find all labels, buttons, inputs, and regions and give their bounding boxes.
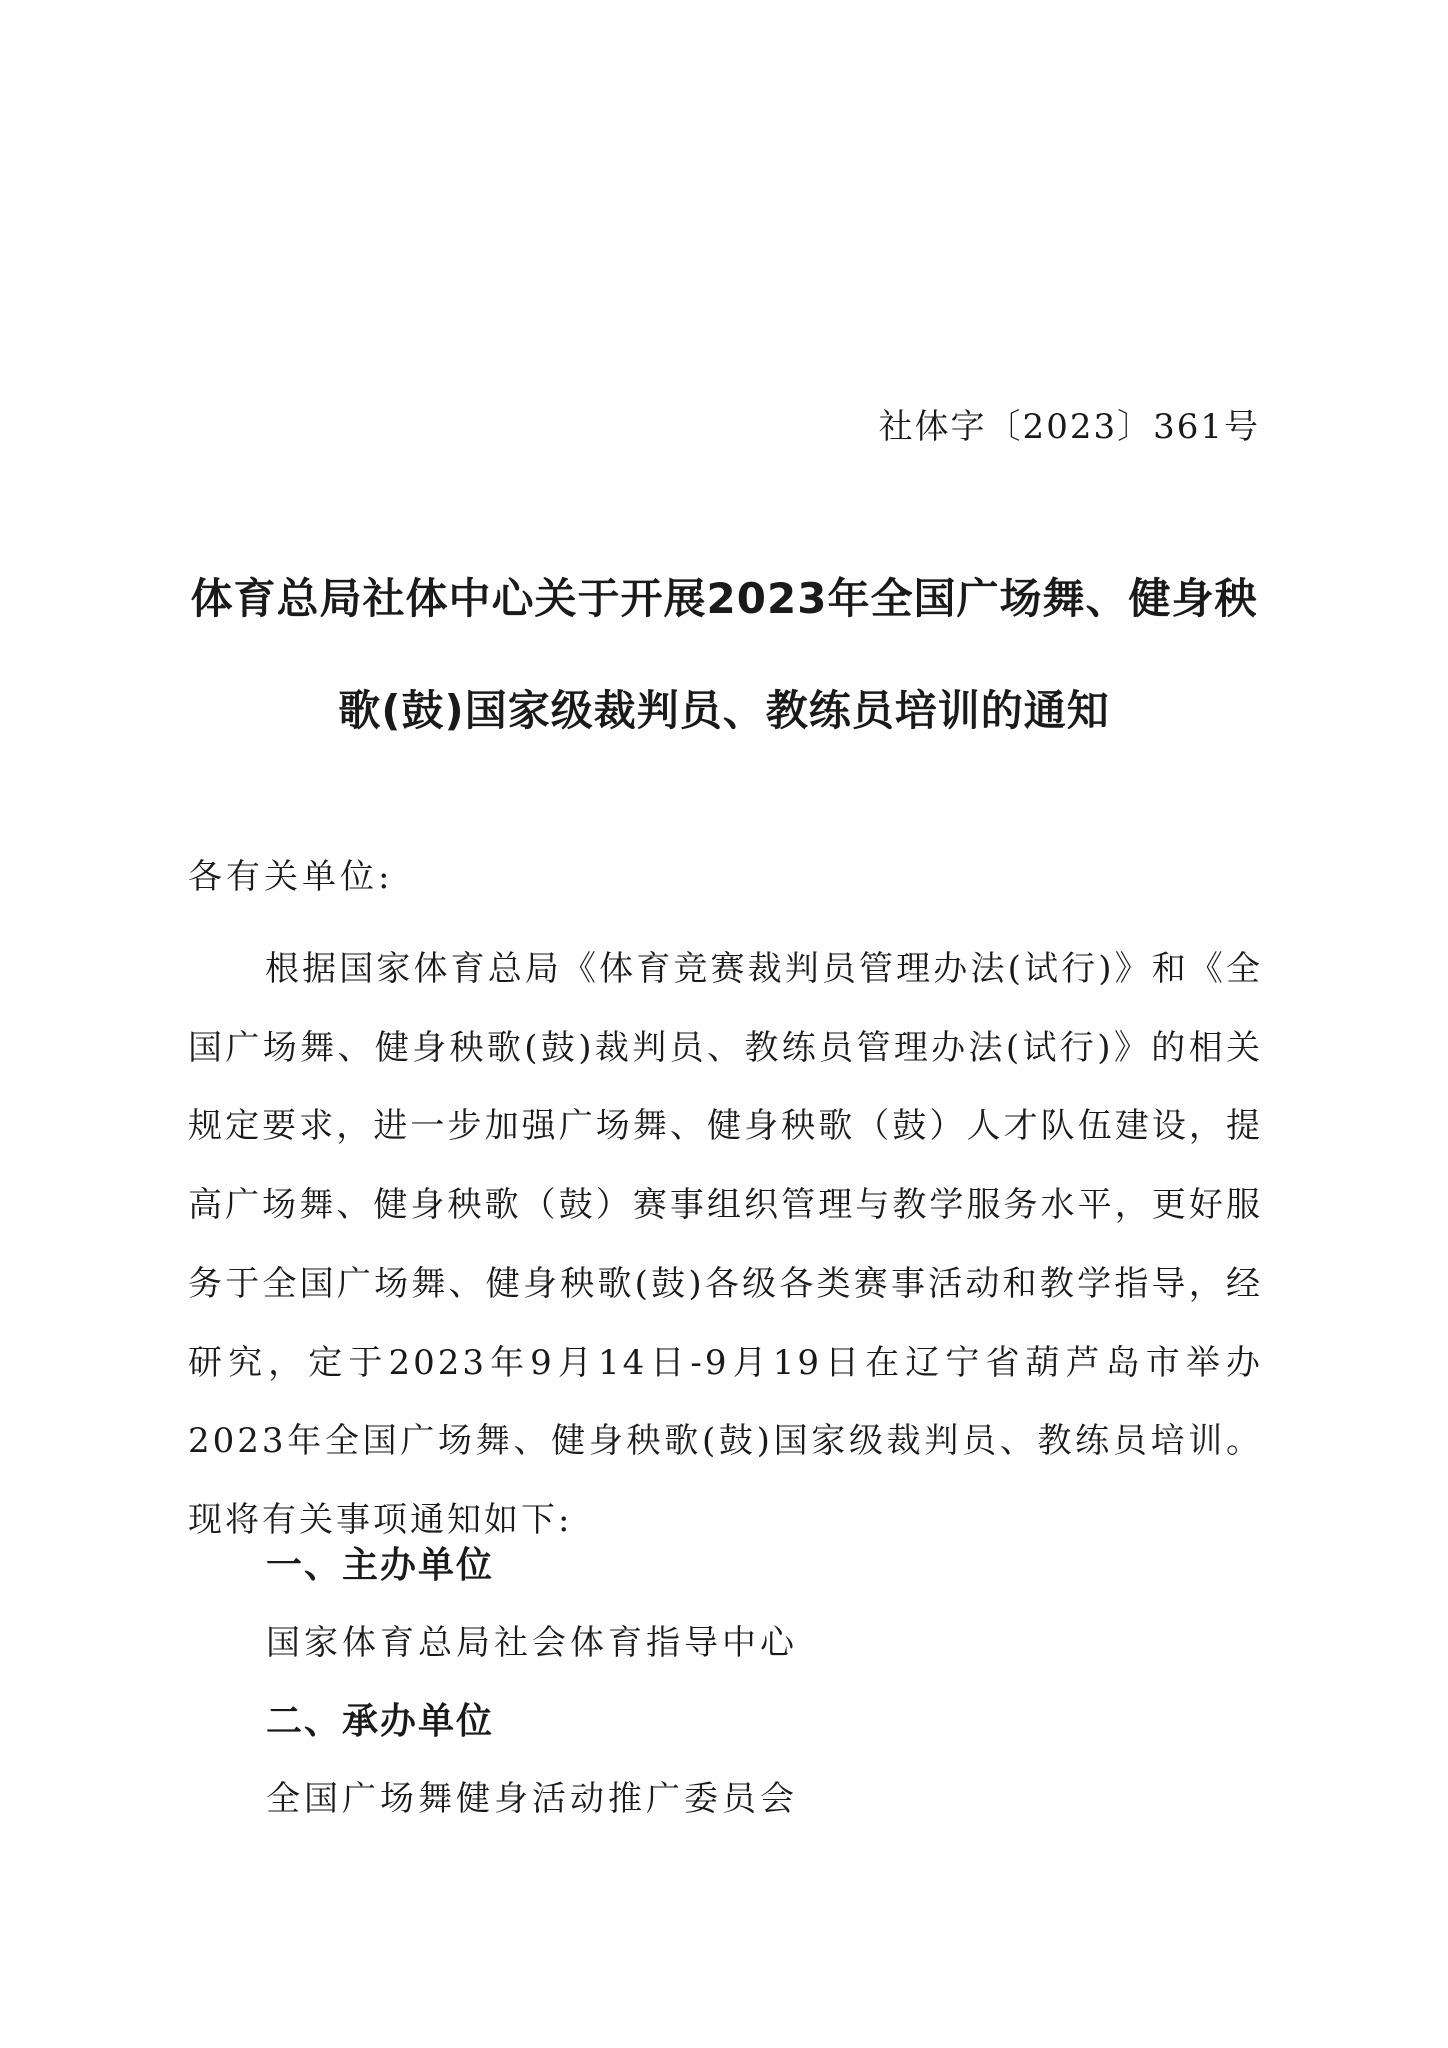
salutation: 各有关单位: bbox=[188, 857, 394, 897]
document-title-line-1: 体育总局社体中心关于开展2023年全国广场舞、健身秧 bbox=[190, 574, 1258, 623]
document-title-line-2: 歌(鼓)国家级裁判员、教练员培训的通知 bbox=[338, 686, 1110, 735]
body-paragraph: 根据国家体育总局《体育竞赛裁判员管理办法(试行)》和《全国广场舞、健身秧歌(鼓)裁判员、教练员管理办法(试行)》的相关规定要求，进一步加强广场舞、健身秧歌（鼓）人才队伍建设，提高广场舞、健身秧歌（鼓）赛事组织管理与教学服务水平，更好服务于全国广场舞、健身秧歌(鼓)各级各类赛事活动和教学指导，经研究，定于2023年9月14日-9月19日在辽宁省葫芦岛市举办2023年全国广场舞、健身秧歌(鼓)国家级裁判员、教练员培训。现将有关事项通知如下: bbox=[188, 949, 1263, 1540]
section-content-organizer: 国家体育总局社会体育指导中心 bbox=[266, 1623, 798, 1663]
section-content-host: 全国广场舞健身活动推广委员会 bbox=[266, 1779, 798, 1819]
document-number: 社体字〔2023〕361号 bbox=[878, 407, 1260, 447]
section-heading-host: 二、承办单位 bbox=[266, 1701, 495, 1742]
section-heading-organizer: 一、主办单位 bbox=[266, 1545, 495, 1586]
